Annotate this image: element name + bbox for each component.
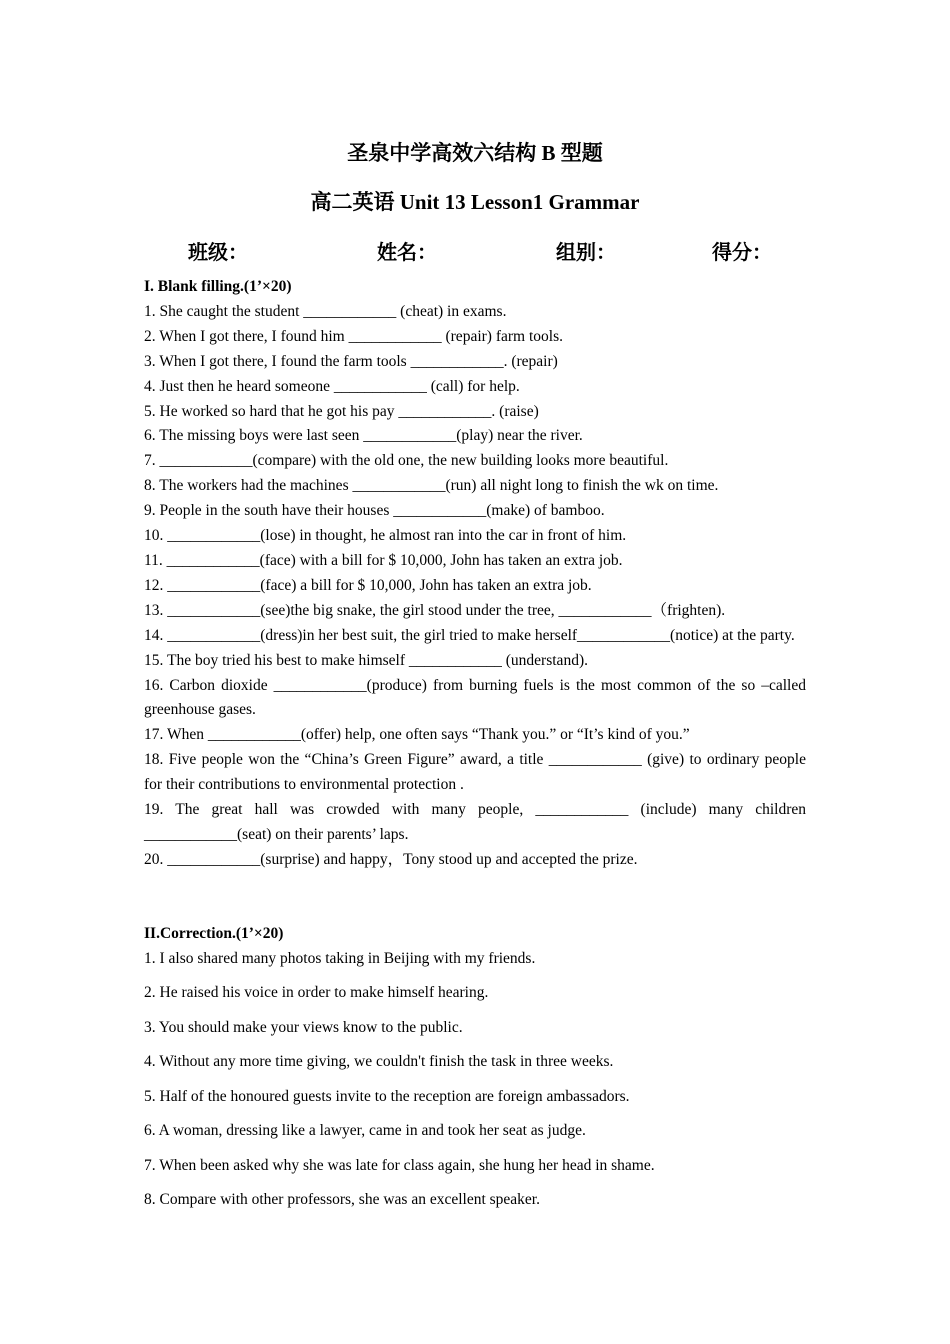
group-field-label: 组别： [556, 242, 616, 264]
correction-item: 1. I also shared many photos taking in Beijing with my friends. [144, 949, 536, 967]
school-title: 圣泉中学高效六结构 B 型题 [347, 141, 603, 165]
question-item: 16. Carbon dioxide ____________(produce) from burning fuels is the most common of the so –called greenhouse gases. [144, 676, 806, 719]
section-heading: II.Correction.(1’×20) [144, 925, 284, 942]
question-item: 9. People in the south have their houses ____________(make) of bamboo. [144, 502, 605, 520]
section-blank-filling [144, 275, 806, 873]
question-item: 5. He worked so hard that he got his pay ____________. (raise) [144, 402, 539, 420]
question-item: 17. When ____________(offer) help, one often says “Thank you.” or “It’s kind of you.” [144, 726, 690, 744]
section-heading: I. Blank filling.(1’×20) [144, 278, 292, 295]
question-item: 20. ____________(surprise) and happy，Tony stood up and accepted the prize. [144, 850, 638, 868]
correction-item: 6. A woman, dressing like a lawyer, came in and took her seat as judge. [144, 1122, 586, 1140]
question-item: 4. Just then he heard someone ____________ (call) for help. [144, 377, 520, 395]
question-item: 13. ____________(see)the big snake, the girl stood under the tree, ____________（frighten). [144, 601, 726, 619]
section-correction [144, 922, 806, 1223]
question-item: 10. ____________(lose) in thought, he almost ran into the car in front of him. [144, 527, 627, 545]
score-field-label: 得分： [712, 242, 772, 264]
question-item: 1. She caught the student ____________ (cheat) in exams. [144, 302, 507, 320]
class-field-label: 班级： [188, 242, 248, 264]
correction-item: 5. Half of the honoured guests invite to the reception are foreign ambassadors. [144, 1087, 630, 1105]
question-item: 14. ____________(dress)in her best suit, the girl tried to make herself____________(notice) at the party. [144, 626, 795, 644]
correction-item: 2. He raised his voice in order to make himself hearing. [144, 984, 489, 1002]
question-item: 12. ____________(face) a bill for $ 10,000, John has taken an extra job. [144, 576, 592, 594]
name-field-label: 姓名： [377, 242, 437, 264]
question-item: 11. ____________(face) with a bill for $ 10,000, John has taken an extra job. [144, 551, 623, 569]
question-item: 7. ____________(compare) with the old one, the new building looks more beautiful. [144, 452, 669, 470]
question-item: 18. Five people won the “China’s Green Figure” award, a title ____________ (give) to ordinary people for their contributions to environmental protection . [144, 751, 806, 794]
correction-item: 4. Without any more time giving, we couldn't finish the task in three weeks. [144, 1053, 614, 1071]
question-item: 15. The boy tried his best to make himself ____________ (understand). [144, 651, 588, 669]
question-item: 6. The missing boys were last seen ____________(play) near the river. [144, 427, 583, 445]
question-item: 19. The great hall was crowded with many people, ____________ (include) many children ____________(seat) on their parents’ laps. [144, 801, 806, 843]
question-item: 2. When I got there, I found him ____________ (repair) farm tools. [144, 327, 563, 345]
correction-item: 3. You should make your views know to the public. [144, 1018, 463, 1036]
course-title: 高二英语 Unit 13 Lesson1 Grammar [310, 190, 640, 214]
question-item: 8. The workers had the machines ____________(run) all night long to finish the wk on time. [144, 477, 719, 495]
correction-item: 8. Compare with other professors, she was an excellent speaker. [144, 1191, 540, 1209]
correction-item: 7. When been asked why she was late for class again, she hung her head in shame. [144, 1156, 655, 1174]
question-item: 3. When I got there, I found the farm tools ____________. (repair) [144, 352, 558, 370]
